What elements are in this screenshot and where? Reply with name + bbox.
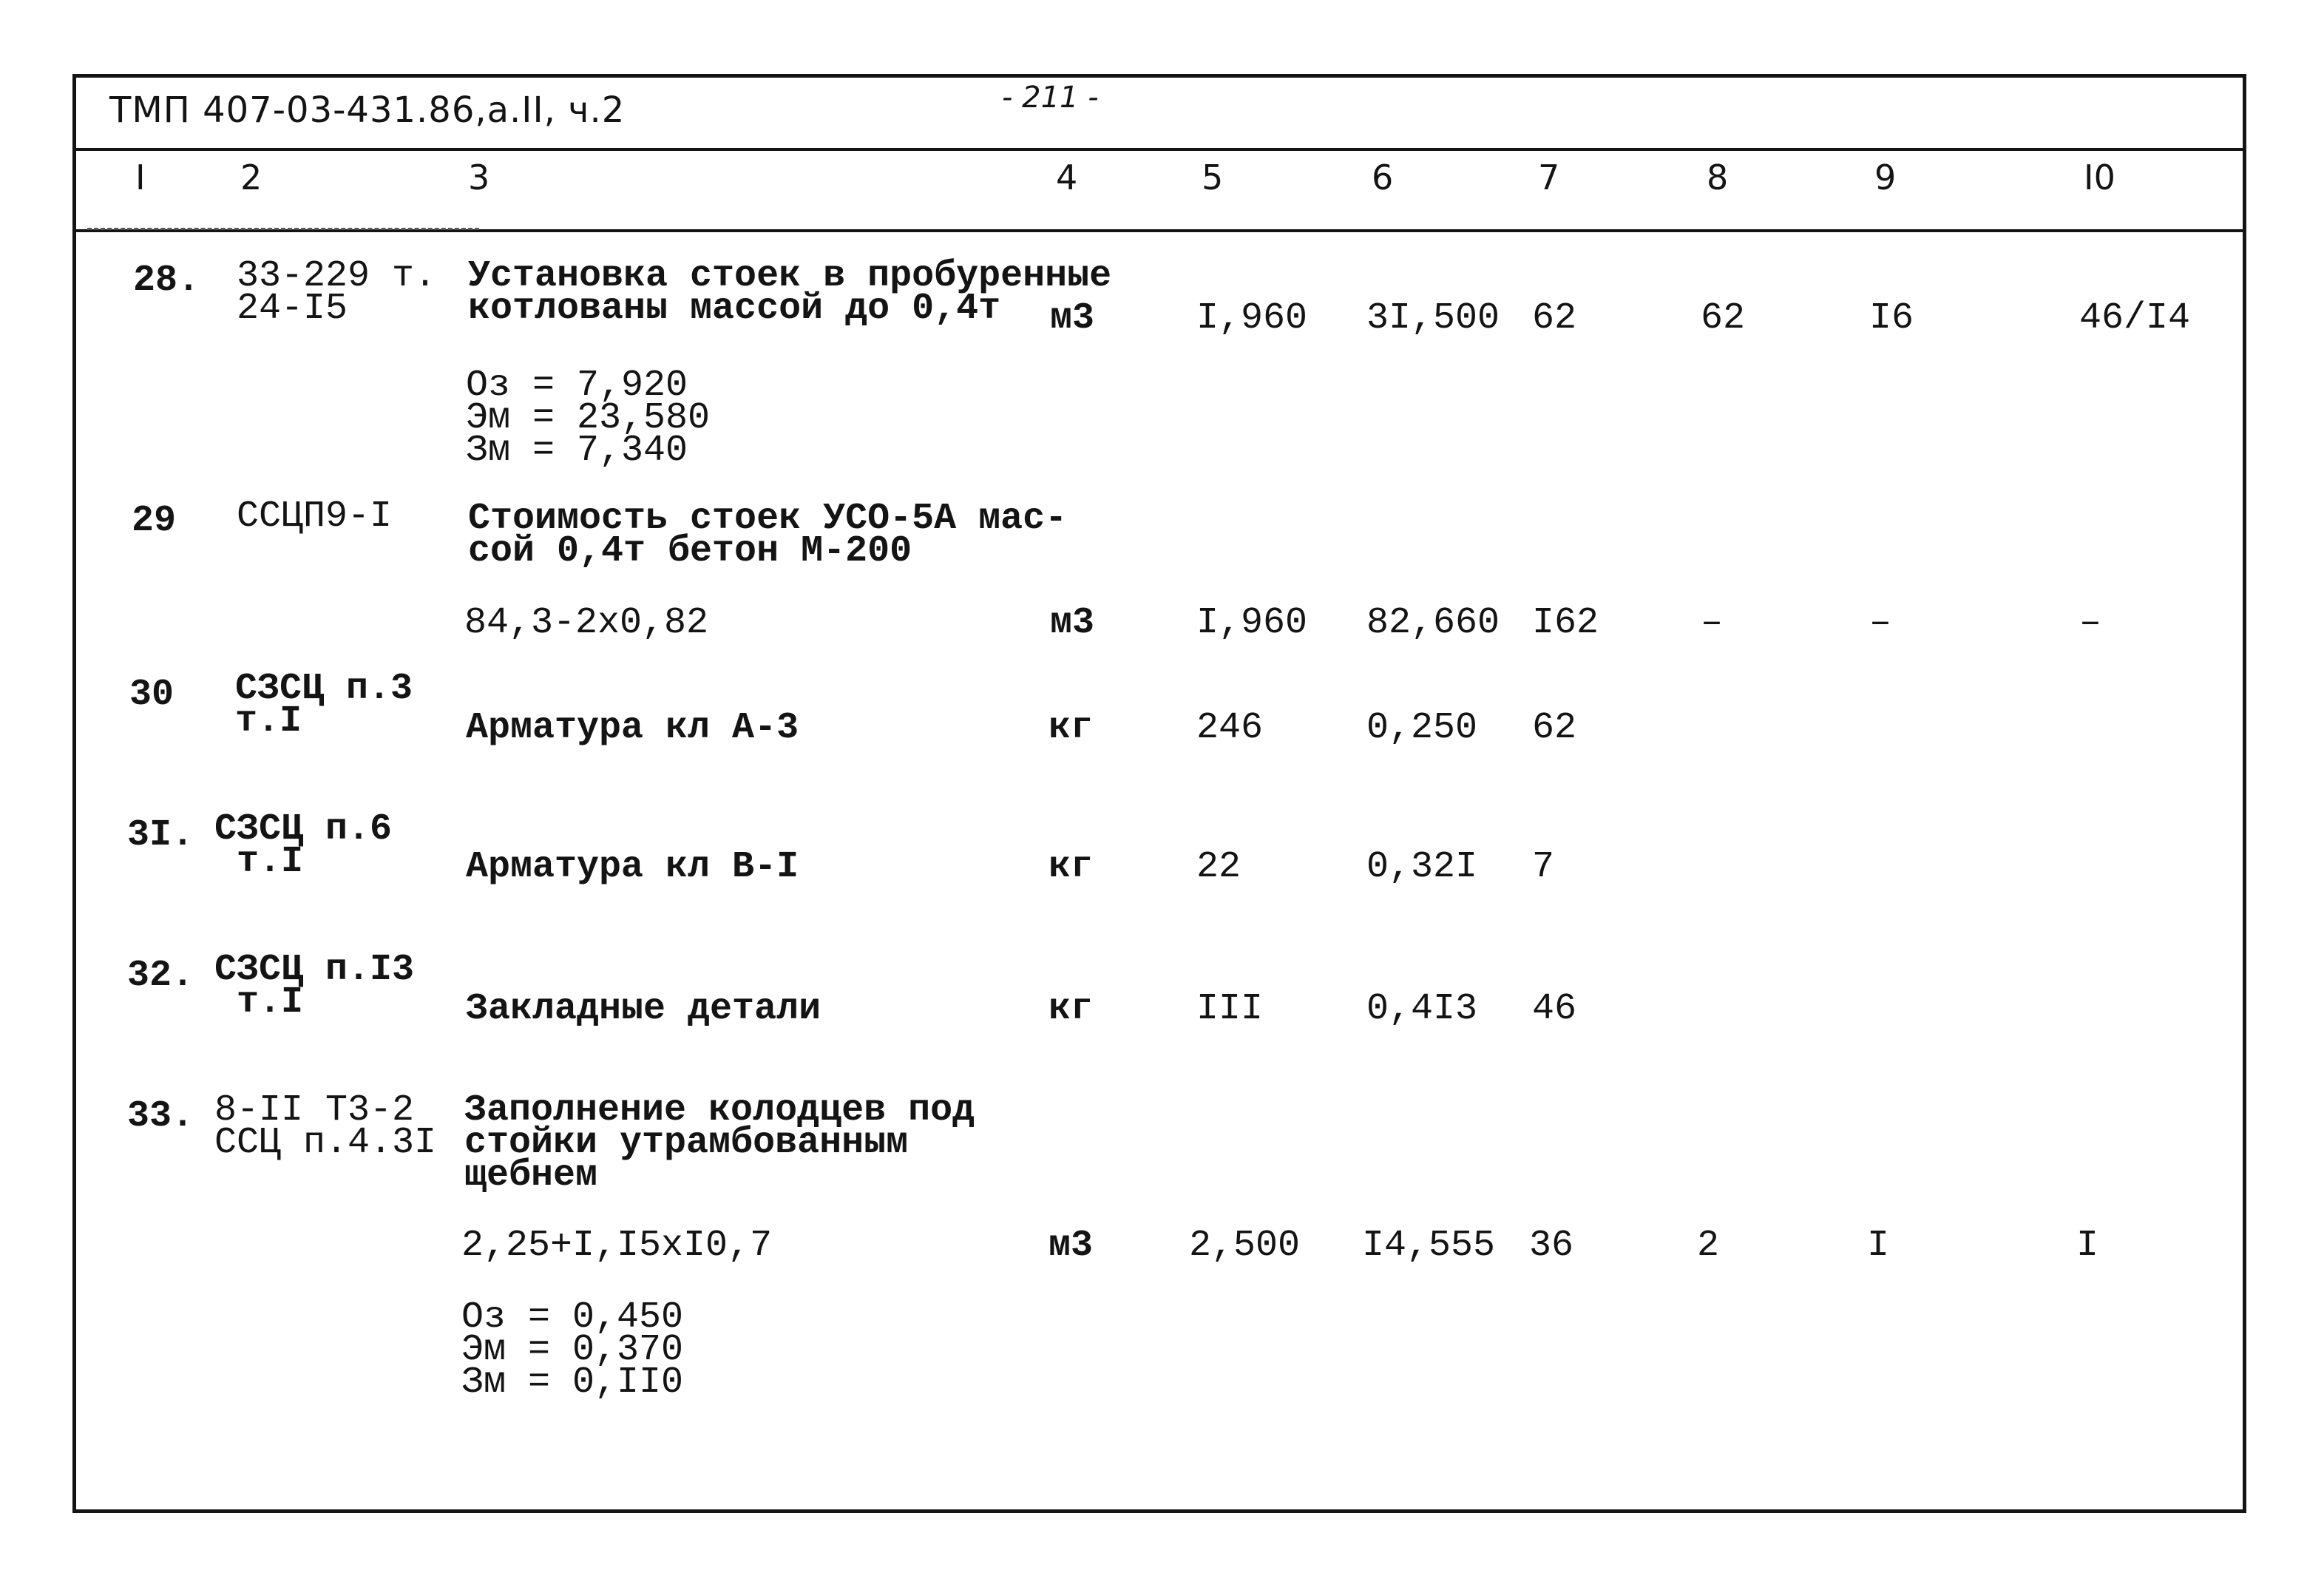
row-formula: 84,3-2х0,82 — [464, 602, 709, 644]
row-reference: СЗСЦ п.3 т.I — [235, 668, 413, 742]
row-reference: СЗСЦ п.6 т.I — [214, 808, 393, 883]
row-unit-price: 0,32I — [1366, 846, 1478, 888]
header-divider — [72, 148, 2246, 151]
row-col10: – — [2079, 602, 2102, 644]
row-unit: кг — [1048, 707, 1094, 749]
row-col7: 7 — [1532, 846, 1555, 888]
row-unit-price: 0,250 — [1366, 707, 1478, 749]
row-description: Заполнение колодцев под стойки утрамбованным щебнем — [464, 1089, 975, 1197]
col-header-9: 9 — [1874, 158, 1897, 197]
row-description: Арматура кл В-I — [466, 846, 799, 888]
row-quantity: 22 — [1196, 846, 1241, 888]
row-quantity: 2,500 — [1189, 1225, 1301, 1267]
row-unit: кг — [1048, 988, 1094, 1030]
row-number: 30 — [129, 674, 175, 716]
row-col8: 2 — [1697, 1225, 1720, 1267]
scan-artifact-dash — [87, 228, 479, 230]
row-formula: 2,25+I,I5хI0,7 — [461, 1225, 773, 1267]
row-description: Закладные детали — [466, 988, 821, 1030]
row-col8: – — [1701, 602, 1724, 644]
row-number: 28. — [133, 260, 200, 302]
row-quantity: 246 — [1196, 707, 1264, 749]
row-description: Арматура кл А-3 — [466, 707, 799, 749]
row-notes: Оз = 0,450 Эм = 0,370 Зм = 0,II0 — [461, 1296, 684, 1404]
row-col7: 62 — [1532, 297, 1577, 339]
row-col8: 62 — [1701, 297, 1746, 339]
col-header-10: I0 — [2084, 158, 2115, 197]
row-number: 3I. — [127, 814, 194, 856]
row-col9: – — [1869, 602, 1892, 644]
row-reference: 8-II Т3-2 ССЦ п.4.3I — [214, 1089, 437, 1164]
row-unit-price: I4,555 — [1362, 1225, 1496, 1267]
row-unit: м3 — [1050, 297, 1095, 339]
row-reference: СЗСЦ п.I3 т.I — [214, 949, 415, 1024]
col-header-6: 6 — [1372, 158, 1394, 197]
row-description: Стоимость стоек УСО-5А мас- сой 0,4т бетон М-200 — [468, 498, 1068, 572]
row-quantity: I,960 — [1196, 602, 1308, 644]
page-number: - 211 - — [1002, 81, 1099, 115]
row-col7: I62 — [1532, 602, 1599, 644]
row-number: 33. — [127, 1095, 194, 1137]
row-unit: м3 — [1050, 602, 1095, 644]
col-header-4: 4 — [1056, 158, 1078, 197]
row-unit: кг — [1048, 846, 1094, 888]
row-notes: Оз = 7,920 Эм = 23,580 Зм = 7,340 — [466, 365, 711, 472]
row-col10: I — [2076, 1225, 2099, 1267]
row-description: Установка стоек в пробуренные котлованы массой до 0,4т — [468, 255, 1112, 330]
col-header-5: 5 — [1202, 158, 1224, 197]
col-header-8: 8 — [1707, 158, 1729, 197]
row-col7: 62 — [1532, 707, 1577, 749]
row-quantity: III — [1196, 988, 1264, 1030]
row-quantity: I,960 — [1196, 297, 1308, 339]
document-code: ТМП 407-03-431.86,а.II, ч.2 — [109, 89, 626, 131]
row-number: 32. — [127, 955, 194, 997]
col-header-7: 7 — [1538, 158, 1560, 197]
row-unit-price: 82,660 — [1366, 602, 1500, 644]
row-col9: I6 — [1869, 297, 1914, 339]
col-header-3: 3 — [468, 158, 490, 197]
row-unit-price: 3I,500 — [1366, 297, 1500, 339]
row-reference: ССЦП9-I — [237, 495, 393, 538]
row-reference: 33-229 т. 24-I5 — [237, 255, 437, 330]
col-header-2: 2 — [240, 158, 262, 197]
col-header-1: I — [135, 158, 146, 197]
row-col7: 36 — [1529, 1225, 1574, 1267]
row-col10: 46/I4 — [2079, 297, 2191, 339]
row-unit: м3 — [1048, 1225, 1094, 1267]
row-col7: 46 — [1532, 988, 1577, 1030]
row-unit-price: 0,4I3 — [1366, 988, 1478, 1030]
row-col9: I — [1867, 1225, 1890, 1267]
row-number: 29 — [132, 500, 177, 542]
